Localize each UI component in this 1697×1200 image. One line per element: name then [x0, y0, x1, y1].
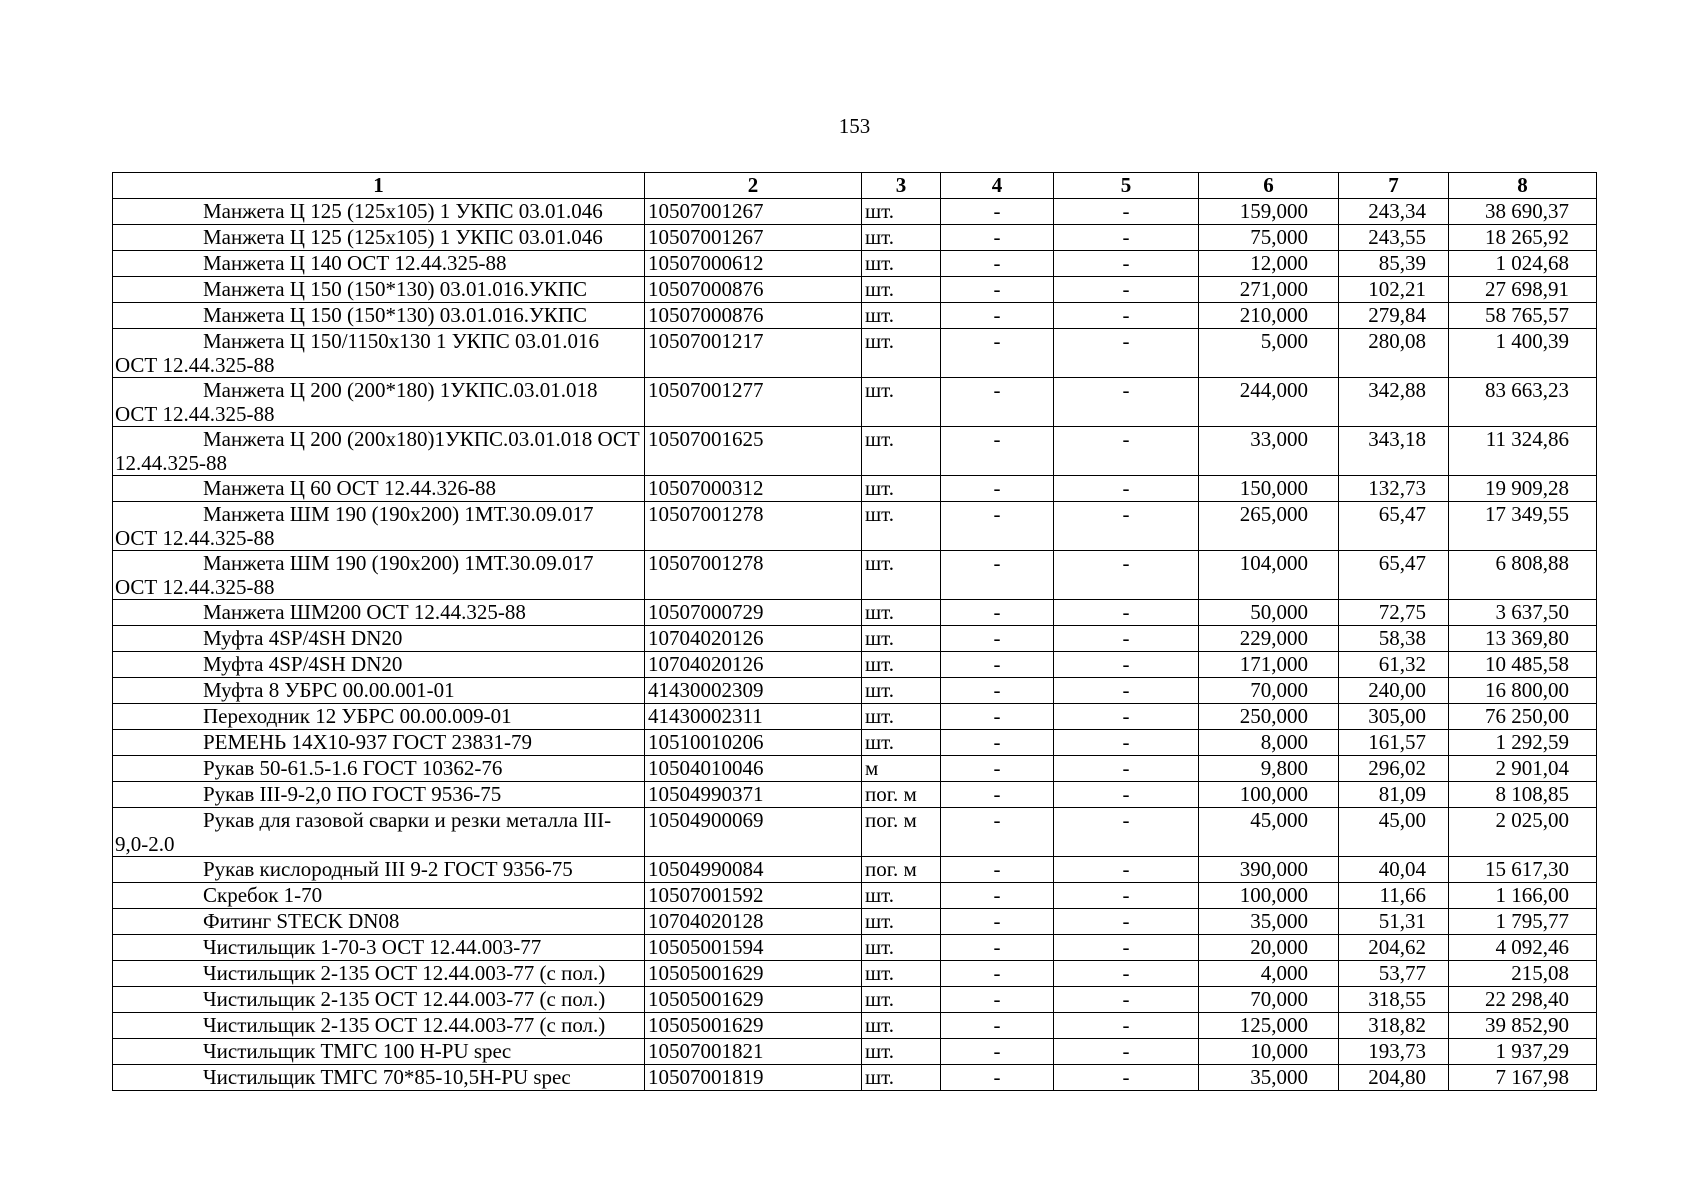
item-code-cell: 41430002309	[645, 678, 862, 704]
col5-cell: -	[1054, 502, 1199, 551]
item-code-cell: 10507000876	[645, 303, 862, 329]
item-name-cell: Переходник 12 УБРС 00.00.009-01	[113, 704, 645, 730]
unit-cell: шт.	[862, 329, 941, 378]
price-cell: 279,84	[1339, 303, 1449, 329]
item-name-cell: Манжета Ц 200 (200*180) 1УКПС.03.01.018 ОСТ 12.44.325-88	[113, 378, 645, 427]
amount-cell: 10 485,58	[1449, 652, 1597, 678]
col5-cell: -	[1054, 730, 1199, 756]
col5-cell: -	[1054, 626, 1199, 652]
amount-cell: 17 349,55	[1449, 502, 1597, 551]
item-code-cell: 10507000612	[645, 251, 862, 277]
item-code-cell: 10510010206	[645, 730, 862, 756]
price-cell: 40,04	[1339, 857, 1449, 883]
item-code-cell: 10507001821	[645, 1039, 862, 1065]
quantity-cell: 100,000	[1199, 883, 1339, 909]
table-row	[113, 909, 1597, 935]
quantity-cell: 70,000	[1199, 678, 1339, 704]
col4-cell: -	[941, 730, 1054, 756]
unit-cell: пог. м	[862, 782, 941, 808]
table-row	[113, 1039, 1597, 1065]
col4-cell: -	[941, 1065, 1054, 1091]
table-row	[113, 277, 1597, 303]
item-name-cell: Муфта 4SP/4SH DN20	[113, 626, 645, 652]
unit-cell: шт.	[862, 961, 941, 987]
amount-cell: 16 800,00	[1449, 678, 1597, 704]
col5-cell: -	[1054, 251, 1199, 277]
item-name-cell: Рукав 50-61.5-1.6 ГОСТ 10362-76	[113, 756, 645, 782]
amount-cell: 1 292,59	[1449, 730, 1597, 756]
quantity-cell: 45,000	[1199, 808, 1339, 857]
item-name-cell: Чистильщик ТМГС 70*85-10,5H-PU spec	[113, 1065, 645, 1091]
col4-cell: -	[941, 199, 1054, 225]
unit-cell: шт.	[862, 600, 941, 626]
col5-cell: -	[1054, 961, 1199, 987]
item-name-cell: Манжета Ц 150/1150х130 1 УКПС 03.01.016 ОСТ 12.44.325-88	[113, 329, 645, 378]
amount-cell: 83 663,23	[1449, 378, 1597, 427]
table-row	[113, 251, 1597, 277]
amount-cell: 22 298,40	[1449, 987, 1597, 1013]
unit-cell: пог. м	[862, 857, 941, 883]
unit-cell: шт.	[862, 251, 941, 277]
item-code-cell: 10505001629	[645, 1013, 862, 1039]
price-cell: 53,77	[1339, 961, 1449, 987]
table-row	[113, 857, 1597, 883]
price-cell: 243,55	[1339, 225, 1449, 251]
amount-cell: 7 167,98	[1449, 1065, 1597, 1091]
table-row	[113, 225, 1597, 251]
item-code-cell: 10507001278	[645, 551, 862, 600]
unit-cell: шт.	[862, 652, 941, 678]
unit-cell: шт.	[862, 626, 941, 652]
unit-cell: шт.	[862, 502, 941, 551]
price-cell: 65,47	[1339, 502, 1449, 551]
table-row	[113, 476, 1597, 502]
col4-cell: -	[941, 1039, 1054, 1065]
amount-cell: 15 617,30	[1449, 857, 1597, 883]
unit-cell: шт.	[862, 378, 941, 427]
col5-cell: -	[1054, 1039, 1199, 1065]
price-cell: 65,47	[1339, 551, 1449, 600]
col5-cell: -	[1054, 883, 1199, 909]
item-code-cell: 10505001629	[645, 987, 862, 1013]
price-cell: 61,32	[1339, 652, 1449, 678]
item-code-cell: 10507001625	[645, 427, 862, 476]
price-cell: 132,73	[1339, 476, 1449, 502]
col4-cell: -	[941, 961, 1054, 987]
quantity-cell: 271,000	[1199, 277, 1339, 303]
unit-cell: шт.	[862, 909, 941, 935]
amount-cell: 1 024,68	[1449, 251, 1597, 277]
price-cell: 305,00	[1339, 704, 1449, 730]
col5-cell: -	[1054, 225, 1199, 251]
quantity-cell: 10,000	[1199, 1039, 1339, 1065]
unit-cell: шт.	[862, 277, 941, 303]
price-cell: 11,66	[1339, 883, 1449, 909]
col5-cell: -	[1054, 857, 1199, 883]
amount-cell: 8 108,85	[1449, 782, 1597, 808]
item-code-cell: 10507001819	[645, 1065, 862, 1091]
amount-cell: 1 400,39	[1449, 329, 1597, 378]
item-code-cell: 10507000876	[645, 277, 862, 303]
item-code-cell: 10704020126	[645, 652, 862, 678]
item-name-cell: Чистильщик 2-135 ОСТ 12.44.003-77 (с пол.)	[113, 961, 645, 987]
col5-cell: -	[1054, 277, 1199, 303]
item-code-cell: 10505001629	[645, 961, 862, 987]
unit-cell: шт.	[862, 1039, 941, 1065]
unit-cell: шт.	[862, 1065, 941, 1091]
column-header: 4	[941, 173, 1054, 199]
item-code-cell: 10507001592	[645, 883, 862, 909]
col5-cell: -	[1054, 756, 1199, 782]
price-cell: 204,62	[1339, 935, 1449, 961]
column-header: 5	[1054, 173, 1199, 199]
quantity-cell: 390,000	[1199, 857, 1339, 883]
quantity-cell: 35,000	[1199, 909, 1339, 935]
col5-cell: -	[1054, 303, 1199, 329]
column-header: 6	[1199, 173, 1339, 199]
table-row	[113, 1013, 1597, 1039]
quantity-cell: 70,000	[1199, 987, 1339, 1013]
item-name-cell: РЕМЕНЬ 14Х10-937 ГОСТ 23831-79	[113, 730, 645, 756]
item-name-cell: Чистильщик 2-135 ОСТ 12.44.003-77 (с пол.)	[113, 1013, 645, 1039]
col5-cell: -	[1054, 987, 1199, 1013]
col5-cell: -	[1054, 704, 1199, 730]
col4-cell: -	[941, 600, 1054, 626]
item-code-cell: 10504990371	[645, 782, 862, 808]
item-name-cell: Чистильщик ТМГС 100 H-PU spec	[113, 1039, 645, 1065]
amount-cell: 11 324,86	[1449, 427, 1597, 476]
col4-cell: -	[941, 935, 1054, 961]
quantity-cell: 50,000	[1199, 600, 1339, 626]
col4-cell: -	[941, 857, 1054, 883]
item-name-cell: Манжета Ц 140 ОСТ 12.44.325-88	[113, 251, 645, 277]
quantity-cell: 210,000	[1199, 303, 1339, 329]
table-row	[113, 704, 1597, 730]
unit-cell: шт.	[862, 199, 941, 225]
item-name-cell: Чистильщик 1-70-3 ОСТ 12.44.003-77	[113, 935, 645, 961]
col4-cell: -	[941, 378, 1054, 427]
amount-cell: 19 909,28	[1449, 476, 1597, 502]
unit-cell: м	[862, 756, 941, 782]
table-row	[113, 782, 1597, 808]
table-row	[113, 756, 1597, 782]
unit-cell: шт.	[862, 678, 941, 704]
col4-cell: -	[941, 251, 1054, 277]
col4-cell: -	[941, 678, 1054, 704]
table-header-row	[113, 173, 1597, 199]
quantity-cell: 33,000	[1199, 427, 1339, 476]
quantity-cell: 75,000	[1199, 225, 1339, 251]
item-name-cell: Рукав для газовой сварки и резки металла III-9,0-2.0	[113, 808, 645, 857]
item-name-cell: Чистильщик 2-135 ОСТ 12.44.003-77 (с пол.)	[113, 987, 645, 1013]
quantity-cell: 12,000	[1199, 251, 1339, 277]
price-cell: 81,09	[1339, 782, 1449, 808]
col4-cell: -	[941, 277, 1054, 303]
amount-cell: 4 092,46	[1449, 935, 1597, 961]
quantity-cell: 265,000	[1199, 502, 1339, 551]
item-name-cell: Манжета Ц 60 ОСТ 12.44.326-88	[113, 476, 645, 502]
item-name-cell: Фитинг STECK DN08	[113, 909, 645, 935]
amount-cell: 39 852,90	[1449, 1013, 1597, 1039]
table-row	[113, 987, 1597, 1013]
table-row	[113, 329, 1597, 378]
table-row	[113, 626, 1597, 652]
price-cell: 72,75	[1339, 600, 1449, 626]
table-body	[113, 199, 1597, 1091]
quantity-cell: 229,000	[1199, 626, 1339, 652]
col4-cell: -	[941, 303, 1054, 329]
table-row	[113, 303, 1597, 329]
item-name-cell: Рукав кислородный III 9-2 ГОСТ 9356-75	[113, 857, 645, 883]
unit-cell: шт.	[862, 476, 941, 502]
unit-cell: шт.	[862, 551, 941, 600]
item-code-cell: 41430002311	[645, 704, 862, 730]
col5-cell: -	[1054, 551, 1199, 600]
amount-cell: 76 250,00	[1449, 704, 1597, 730]
col4-cell: -	[941, 756, 1054, 782]
amount-cell: 215,08	[1449, 961, 1597, 987]
unit-cell: шт.	[862, 935, 941, 961]
col4-cell: -	[941, 427, 1054, 476]
unit-cell: шт.	[862, 987, 941, 1013]
quantity-cell: 35,000	[1199, 1065, 1339, 1091]
price-cell: 318,82	[1339, 1013, 1449, 1039]
quantity-cell: 100,000	[1199, 782, 1339, 808]
price-cell: 58,38	[1339, 626, 1449, 652]
inventory-table	[112, 172, 1597, 1091]
amount-cell: 58 765,57	[1449, 303, 1597, 329]
col4-cell: -	[941, 476, 1054, 502]
col5-cell: -	[1054, 378, 1199, 427]
price-cell: 204,80	[1339, 1065, 1449, 1091]
column-header: 3	[862, 173, 941, 199]
price-cell: 193,73	[1339, 1039, 1449, 1065]
col4-cell: -	[941, 987, 1054, 1013]
column-header: 1	[113, 173, 645, 199]
item-name-cell: Муфта 4SP/4SH DN20	[113, 652, 645, 678]
quantity-cell: 250,000	[1199, 704, 1339, 730]
item-name-cell: Манжета Ц 200 (200х180)1УКПС.03.01.018 ОСТ 12.44.325-88	[113, 427, 645, 476]
quantity-cell: 9,800	[1199, 756, 1339, 782]
table-row	[113, 502, 1597, 551]
quantity-cell: 150,000	[1199, 476, 1339, 502]
item-name-cell: Муфта 8 УБРС 00.00.001-01	[113, 678, 645, 704]
price-cell: 296,02	[1339, 756, 1449, 782]
col5-cell: -	[1054, 600, 1199, 626]
table-row	[113, 551, 1597, 600]
item-code-cell: 10505001594	[645, 935, 862, 961]
unit-cell: шт.	[862, 704, 941, 730]
amount-cell: 3 637,50	[1449, 600, 1597, 626]
amount-cell: 6 808,88	[1449, 551, 1597, 600]
column-header: 8	[1449, 173, 1597, 199]
amount-cell: 1 166,00	[1449, 883, 1597, 909]
quantity-cell: 5,000	[1199, 329, 1339, 378]
item-code-cell: 10507000312	[645, 476, 862, 502]
amount-cell: 1 795,77	[1449, 909, 1597, 935]
item-code-cell: 10507001217	[645, 329, 862, 378]
amount-cell: 2 901,04	[1449, 756, 1597, 782]
col5-cell: -	[1054, 808, 1199, 857]
item-name-cell: Манжета Ц 150 (150*130) 03.01.016.УКПС	[113, 277, 645, 303]
item-code-cell: 10507000729	[645, 600, 862, 626]
col4-cell: -	[941, 883, 1054, 909]
table-row	[113, 199, 1597, 225]
item-name-cell: Рукав III-9-2,0 ПО ГОСТ 9536-75	[113, 782, 645, 808]
item-code-cell: 10507001267	[645, 225, 862, 251]
table-row	[113, 730, 1597, 756]
table-row	[113, 883, 1597, 909]
table-row	[113, 961, 1597, 987]
quantity-cell: 20,000	[1199, 935, 1339, 961]
col4-cell: -	[941, 782, 1054, 808]
unit-cell: шт.	[862, 883, 941, 909]
amount-cell: 18 265,92	[1449, 225, 1597, 251]
column-header: 2	[645, 173, 862, 199]
quantity-cell: 159,000	[1199, 199, 1339, 225]
price-cell: 318,55	[1339, 987, 1449, 1013]
col5-cell: -	[1054, 476, 1199, 502]
unit-cell: пог. м	[862, 808, 941, 857]
page-number: 153	[838, 114, 871, 138]
col4-cell: -	[941, 652, 1054, 678]
col4-cell: -	[941, 808, 1054, 857]
item-name-cell: Скребок 1-70	[113, 883, 645, 909]
item-code-cell: 10507001267	[645, 199, 862, 225]
price-cell: 102,21	[1339, 277, 1449, 303]
col5-cell: -	[1054, 782, 1199, 808]
table-row	[113, 652, 1597, 678]
item-code-cell: 10507001277	[645, 378, 862, 427]
price-cell: 45,00	[1339, 808, 1449, 857]
col4-cell: -	[941, 909, 1054, 935]
table-row	[113, 1065, 1597, 1091]
item-name-cell: Манжета ШМ 190 (190х200) 1МТ.30.09.017 ОСТ 12.44.325-88	[113, 551, 645, 600]
price-cell: 243,34	[1339, 199, 1449, 225]
price-cell: 240,00	[1339, 678, 1449, 704]
item-name-cell: Манжета Ц 125 (125х105) 1 УКПС 03.01.046	[113, 199, 645, 225]
item-name-cell: Манжета Ц 150 (150*130) 03.01.016.УКПС	[113, 303, 645, 329]
col4-cell: -	[941, 329, 1054, 378]
price-cell: 161,57	[1339, 730, 1449, 756]
amount-cell: 27 698,91	[1449, 277, 1597, 303]
amount-cell: 2 025,00	[1449, 808, 1597, 857]
col5-cell: -	[1054, 199, 1199, 225]
col5-cell: -	[1054, 427, 1199, 476]
item-name-cell: Манжета Ц 125 (125х105) 1 УКПС 03.01.046	[113, 225, 645, 251]
col5-cell: -	[1054, 652, 1199, 678]
item-code-cell: 10704020128	[645, 909, 862, 935]
quantity-cell: 104,000	[1199, 551, 1339, 600]
quantity-cell: 125,000	[1199, 1013, 1339, 1039]
quantity-cell: 171,000	[1199, 652, 1339, 678]
quantity-cell: 4,000	[1199, 961, 1339, 987]
column-header: 7	[1339, 173, 1449, 199]
col4-cell: -	[941, 1013, 1054, 1039]
amount-cell: 38 690,37	[1449, 199, 1597, 225]
price-cell: 343,18	[1339, 427, 1449, 476]
item-code-cell: 10507001278	[645, 502, 862, 551]
item-name-cell: Манжета ШМ200 ОСТ 12.44.325-88	[113, 600, 645, 626]
amount-cell: 13 369,80	[1449, 626, 1597, 652]
price-cell: 342,88	[1339, 378, 1449, 427]
table-row	[113, 427, 1597, 476]
table-row	[113, 935, 1597, 961]
col4-cell: -	[941, 502, 1054, 551]
item-code-cell: 10504010046	[645, 756, 862, 782]
item-code-cell: 10504990084	[645, 857, 862, 883]
unit-cell: шт.	[862, 303, 941, 329]
col4-cell: -	[941, 551, 1054, 600]
table-row	[113, 600, 1597, 626]
col5-cell: -	[1054, 909, 1199, 935]
unit-cell: шт.	[862, 730, 941, 756]
col4-cell: -	[941, 704, 1054, 730]
price-cell: 51,31	[1339, 909, 1449, 935]
unit-cell: шт.	[862, 427, 941, 476]
col5-cell: -	[1054, 329, 1199, 378]
col5-cell: -	[1054, 1013, 1199, 1039]
col5-cell: -	[1054, 678, 1199, 704]
amount-cell: 1 937,29	[1449, 1039, 1597, 1065]
col4-cell: -	[941, 225, 1054, 251]
item-code-cell: 10504900069	[645, 808, 862, 857]
quantity-cell: 244,000	[1199, 378, 1339, 427]
unit-cell: шт.	[862, 225, 941, 251]
unit-cell: шт.	[862, 1013, 941, 1039]
col4-cell: -	[941, 626, 1054, 652]
item-code-cell: 10704020126	[645, 626, 862, 652]
quantity-cell: 8,000	[1199, 730, 1339, 756]
table-row	[113, 808, 1597, 857]
item-name-cell: Манжета ШМ 190 (190х200) 1МТ.30.09.017 ОСТ 12.44.325-88	[113, 502, 645, 551]
col5-cell: -	[1054, 1065, 1199, 1091]
price-cell: 85,39	[1339, 251, 1449, 277]
table-row	[113, 678, 1597, 704]
price-cell: 280,08	[1339, 329, 1449, 378]
col5-cell: -	[1054, 935, 1199, 961]
table-row	[113, 378, 1597, 427]
